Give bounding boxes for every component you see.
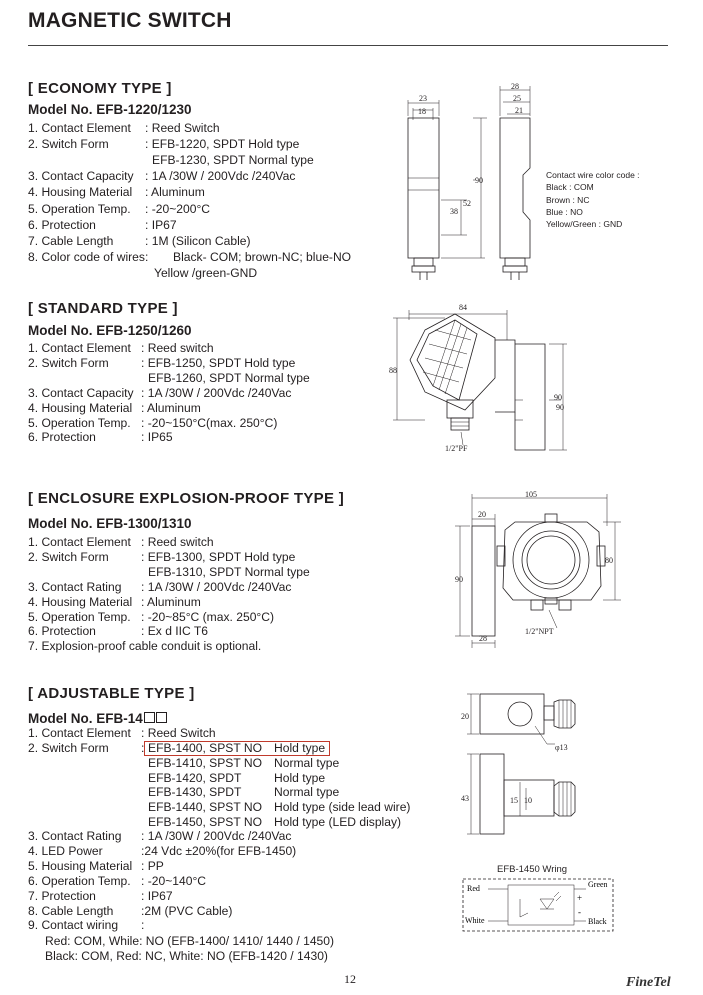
dim-25: 25 bbox=[513, 94, 521, 103]
economy-heading: [ ECONOMY TYPE ] bbox=[28, 80, 172, 97]
standard-model: Model No. EFB-1250/1260 bbox=[28, 323, 192, 338]
spec-label: 4. LED Power bbox=[28, 843, 103, 858]
spec-value: : EFB-1250, SPDT Hold type bbox=[141, 355, 296, 370]
spec-value: : 1A /30W / 200Vdc /240Vac bbox=[141, 579, 292, 594]
dim-52: 52 bbox=[463, 199, 471, 208]
dim-90b: 90 bbox=[556, 403, 564, 412]
page-title: MAGNETIC SWITCH bbox=[28, 9, 232, 32]
model-placeholder-box-1 bbox=[144, 712, 155, 723]
page-number: 12 bbox=[344, 972, 356, 986]
finetel-logo: FineTel bbox=[626, 975, 671, 990]
spec-value: : -20~200°C bbox=[145, 201, 211, 216]
enclosure-drawing bbox=[445, 490, 625, 650]
spec-value: : EFB-1300, SPDT Hold type bbox=[141, 549, 296, 564]
dim-21: 21 bbox=[515, 106, 523, 115]
spec-label: 4. Housing Material bbox=[28, 400, 133, 415]
dim-80: 80 bbox=[605, 556, 613, 565]
switch-form-model: EFB-1420, SPDT bbox=[148, 770, 242, 785]
dim-90a: 90 bbox=[554, 393, 562, 402]
dim-90: 90 bbox=[455, 575, 463, 584]
spec-value: : Reed switch bbox=[141, 535, 214, 549]
spec-value: : IP65 bbox=[141, 430, 173, 445]
spec-label: 1. Contact Element bbox=[28, 535, 131, 549]
spec-value: : Reed switch bbox=[141, 341, 214, 355]
switch-form-type: Hold type bbox=[274, 770, 326, 785]
switch-form-model: EFB-1430, SPDT bbox=[148, 785, 242, 800]
spec-label: 2. Switch Form bbox=[28, 137, 109, 152]
spec-label: 8. Cable Length bbox=[28, 903, 114, 918]
standard-drawing bbox=[385, 300, 585, 460]
dim-15: 15 bbox=[510, 796, 518, 805]
wire-red-label: Red bbox=[467, 884, 480, 893]
spec-label: 5. Operation Temp. bbox=[28, 201, 131, 216]
spec-label: 6. Protection bbox=[28, 430, 96, 445]
spec-label: 4. Housing Material bbox=[28, 185, 133, 200]
adjustable-heading: [ ADJUSTABLE TYPE ] bbox=[28, 685, 195, 702]
switch-form-type: Normal type bbox=[274, 755, 340, 770]
switch-form-type: Hold type bbox=[274, 741, 326, 755]
switch-form-type: Hold type (side lead wire) bbox=[274, 800, 411, 815]
spec-label: 6. Protection bbox=[28, 624, 96, 639]
spec-label: 7. Protection bbox=[28, 888, 96, 903]
spec-label: 3. Contact Capacity bbox=[28, 169, 134, 184]
spec-label: 4. Housing Material bbox=[28, 594, 133, 609]
switch-form-type: Normal type bbox=[274, 785, 340, 800]
spec-label: 8. Color code of wires: bbox=[28, 249, 149, 264]
spec-value: EFB-1230, SPDT Normal type bbox=[152, 153, 314, 168]
spec-value: : Ex d IIC T6 bbox=[141, 624, 208, 639]
economy-drawing bbox=[395, 80, 555, 280]
spec-value: Black- COM; brown-NC; blue-NO bbox=[173, 249, 352, 264]
dim-38: 38 bbox=[450, 207, 458, 216]
spec-label: 6. Operation Temp. bbox=[28, 873, 131, 888]
wire-white-label: White bbox=[465, 916, 485, 925]
wiring-diagram bbox=[462, 877, 617, 933]
standard-heading: [ STANDARD TYPE ] bbox=[28, 300, 178, 317]
spec-value: : IP67 bbox=[141, 888, 173, 903]
spec-value: : 1M (Silicon Cable) bbox=[145, 233, 251, 248]
spec-value: : PP bbox=[141, 858, 164, 873]
spec-label: 3. Contact Rating bbox=[28, 829, 122, 843]
switch-form-type: Hold type (LED display) bbox=[274, 815, 402, 829]
switch-form-model: EFB-1410, SPST NO bbox=[148, 755, 263, 770]
spec-value: : bbox=[141, 918, 145, 933]
spec-value: : Aluminum bbox=[141, 400, 201, 415]
wiring-title: EFB-1450 Wring bbox=[497, 864, 568, 875]
wire-green-label: Green bbox=[588, 880, 608, 889]
spec-value: : EFB-1220, SPDT Hold type bbox=[145, 137, 300, 152]
spec-label: 7. Cable Length bbox=[28, 233, 114, 248]
dim-84: 84 bbox=[459, 303, 467, 312]
spec-value: : 1A /30W / 200Vdc /240Vac bbox=[141, 829, 292, 843]
dim-90: 90 bbox=[475, 176, 483, 185]
spec-value: EFB-1260, SPDT Normal type bbox=[148, 370, 310, 385]
spec-label: 2. Switch Form bbox=[28, 355, 109, 370]
wiring-line-2: Black: COM, Red: NC, White: NO (EFB-1420 / 1430) bbox=[45, 949, 328, 963]
dim-18: 18 bbox=[418, 107, 426, 116]
spec-value: : -20~140°C bbox=[141, 873, 207, 888]
switch-form-model: EFB-1400, SPST NO bbox=[148, 741, 263, 755]
economy-model: Model No. EFB-1220/1230 bbox=[28, 102, 192, 117]
switch-form-model: EFB-1440, SPST NO bbox=[148, 800, 263, 815]
economy-color-note: Contact wire color code : Black : COM Brown : NC Blue : NO Yellow/Green : GND bbox=[546, 170, 640, 230]
dim-28: 28 bbox=[511, 82, 519, 91]
spec-value: Yellow /green-GND bbox=[154, 265, 258, 280]
spec-label: 1. Contact Element bbox=[28, 121, 131, 135]
dim-43: 43 bbox=[461, 794, 469, 803]
spec-label: 2. Switch Form bbox=[28, 740, 109, 755]
spec-value: : -20~150°C(max. 250°C) bbox=[141, 415, 278, 430]
spec-label: 9. Contact wiring bbox=[28, 918, 119, 933]
dim-20: 20 bbox=[461, 712, 469, 721]
spec-label: 5. Operation Temp. bbox=[28, 415, 131, 430]
dim-88: 88 bbox=[389, 366, 397, 375]
wire-black-label: Black bbox=[588, 917, 607, 926]
spec-value: : Reed Switch bbox=[145, 121, 220, 135]
thread-pf: 1/2"PF bbox=[445, 444, 468, 453]
spec-label: 1. Contact Element bbox=[28, 726, 131, 740]
spec-label: 7. Explosion-proof cable conduit is optional. bbox=[28, 639, 262, 654]
dim-20: 20 bbox=[478, 510, 486, 519]
wiring-line-1: Red: COM, While: NO (EFB-1400/ 1410/ 1440 / 1450) bbox=[45, 934, 335, 948]
spec-value: : Reed Switch bbox=[141, 726, 216, 740]
spec-value: : IP67 bbox=[145, 217, 177, 232]
spec-label: 1. Contact Element bbox=[28, 341, 131, 355]
spec-value: : Aluminum bbox=[145, 185, 205, 200]
spec-value: :2M (PVC Cable) bbox=[141, 903, 233, 918]
dim-23: 23 bbox=[419, 94, 427, 103]
title-rule bbox=[28, 45, 668, 46]
highlight-box bbox=[144, 741, 330, 756]
spec-value: : -20~85°C (max. 250°C) bbox=[141, 609, 275, 624]
thread-npt: 1/2"NPT bbox=[525, 627, 554, 636]
enclosure-heading: [ ENCLOSURE EXPLOSION-PROOF TYPE ] bbox=[28, 490, 345, 507]
spec-value: EFB-1310, SPDT Normal type bbox=[148, 564, 310, 579]
dim-28: 28 bbox=[479, 634, 487, 643]
adjustable-model: Model No. EFB-14 bbox=[28, 711, 167, 726]
spec-label: 6. Protection bbox=[28, 217, 96, 232]
model-placeholder-box-2 bbox=[156, 712, 167, 723]
dim-10: 10 bbox=[524, 796, 532, 805]
minus-label: - bbox=[578, 907, 581, 917]
spec-label: 5. Operation Temp. bbox=[28, 609, 131, 624]
spec-value: : 1A /30W / 200Vdc /240Vac bbox=[141, 385, 292, 400]
spec-label: 3. Contact Rating bbox=[28, 579, 122, 594]
adjustable-drawing bbox=[455, 690, 595, 840]
switch-form-model: EFB-1450, SPST NO bbox=[148, 815, 263, 829]
plus-label: + bbox=[577, 893, 583, 903]
dim-105: 105 bbox=[525, 490, 537, 499]
dim-phi13: φ13 bbox=[555, 743, 568, 752]
spec-value: : 1A /30W / 200Vdc /240Vac bbox=[145, 169, 296, 184]
spec-value: : Aluminum bbox=[141, 594, 201, 609]
spec-value: : bbox=[141, 740, 145, 755]
spec-label: 2. Switch Form bbox=[28, 549, 109, 564]
spec-label: 5. Housing Material bbox=[28, 858, 133, 873]
enclosure-model: Model No. EFB-1300/1310 bbox=[28, 516, 192, 531]
spec-value: :24 Vdc ±20%(for EFB-1450) bbox=[141, 843, 297, 858]
spec-label: 3. Contact Capacity bbox=[28, 385, 134, 400]
